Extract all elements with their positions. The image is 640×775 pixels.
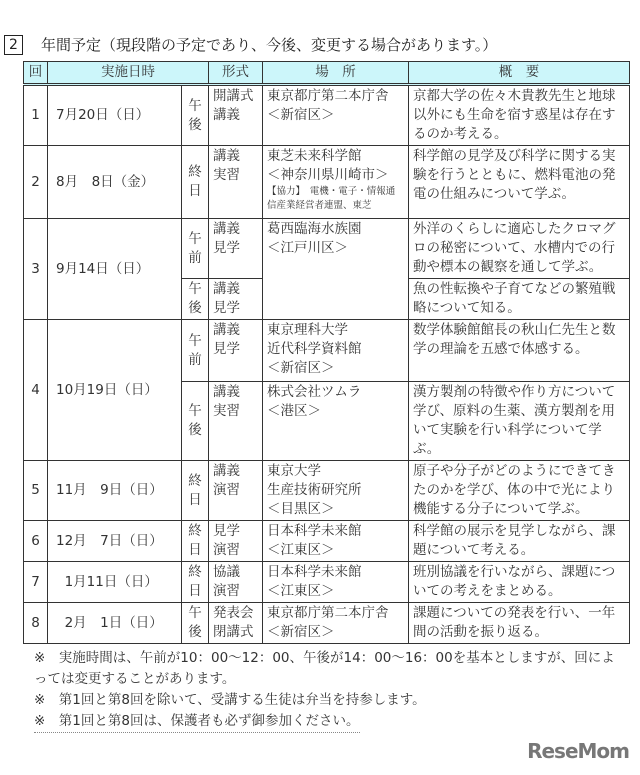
table-row [24, 320, 630, 382]
note-1: ※ 実施時間は、午前が10：00～12：00、午後が14：00～16：00を基本としますが、回によっては変更することがあります。 [34, 650, 615, 687]
row-form: 見学 演習 [209, 521, 263, 562]
header-form: 形式 [209, 62, 263, 85]
notes [34, 648, 624, 733]
section-title-text: 年間予定（現段階の予定であり、今後、変更する場合があります。） [41, 36, 498, 54]
row-form: 発表会 閉講式 [209, 603, 263, 644]
row-summary: 数学体験館館長の秋山仁先生と数学の理論を五感で体感する。 [409, 320, 630, 382]
row-place [263, 146, 409, 219]
section-title [4, 34, 629, 55]
row-time: 午後 [182, 603, 209, 644]
section-number: 2 [4, 35, 23, 55]
header-date: 実施日時 [48, 62, 209, 85]
note-2: ※ 第1回と第8回を除いて、受講する生徒は弁当を持参します。 [34, 692, 426, 708]
row-no: 6 [24, 521, 48, 562]
row-time: 午後 [182, 279, 209, 320]
row-no: 5 [24, 461, 48, 521]
row-place: 日本科学未来館 ＜江東区＞ [263, 562, 409, 603]
row-form: 開講式 講義 [209, 85, 263, 146]
header-summary: 概 要 [409, 62, 630, 85]
row-form: 協議 演習 [209, 562, 263, 603]
row-summary: 課題についての発表を行い、一年間の活動を振り返る。 [409, 603, 630, 644]
table-header [24, 62, 630, 85]
row-form: 講義 見学 [209, 320, 263, 382]
row-place: 東京理科大学 近代科学資料館 ＜新宿区＞ [263, 320, 409, 382]
row-date: 10月19日（日） [48, 320, 182, 461]
row-place: 日本科学未来館 ＜江東区＞ [263, 521, 409, 562]
row-time: 午後 [182, 382, 209, 461]
note-3: ※ 第1回と第8回は、保護者も必ず御参加ください。 [34, 711, 360, 733]
row-form: 講義 見学 [209, 219, 263, 279]
row-summary: 班別協議を行いながら、課題についての考えをまとめる。 [409, 562, 630, 603]
table-row [24, 461, 630, 521]
header-no: 回 [24, 62, 48, 85]
row-place: 東京都庁第二本庁舎 ＜新宿区＞ [263, 85, 409, 146]
row-time: 午前 [182, 219, 209, 279]
row-form: 講義 演習 [209, 461, 263, 521]
row-time: 午前 [182, 320, 209, 382]
row-date: 7月20日（日） [48, 85, 182, 146]
table-row [24, 562, 630, 603]
row-time: 終日 [182, 461, 209, 521]
row-place: 東京都庁第二本庁舎 ＜新宿区＞ [263, 603, 409, 644]
place-name: 東芝未来科学館 ＜神奈川県川崎市＞ [267, 148, 389, 183]
row-summary: 京都大学の佐々木貴教先生と地球以外にも生命を宿す惑星は存在するのか考える。 [409, 85, 630, 146]
row-date: 11月 9日（日） [48, 461, 182, 521]
place-note: 【協力】 電機・電子・情報通信産業経営者連盟、東芝 [267, 186, 396, 211]
row-date: 9月14日（日） [48, 219, 182, 320]
row-summary: 科学館の見学及び科学に関する実験を行うとともに、燃料電池の発電の仕組みについて学ぶ。 [409, 146, 630, 219]
row-date: 12月 7日（日） [48, 521, 182, 562]
row-date: 2月 1日（日） [48, 603, 182, 644]
row-time: 終日 [182, 521, 209, 562]
table-row [24, 146, 630, 219]
header-place: 場 所 [263, 62, 409, 85]
row-no: 7 [24, 562, 48, 603]
row-time: 午後 [182, 85, 209, 146]
row-no: 3 [24, 219, 48, 320]
row-form: 講義 見学 [209, 279, 263, 320]
row-place: 東京大学 生産技術研究所 ＜目黒区＞ [263, 461, 409, 521]
row-no: 8 [24, 603, 48, 644]
row-time: 終日 [182, 562, 209, 603]
schedule-table [23, 61, 630, 644]
row-summary: 科学館の展示を見学しながら、課題について考える。 [409, 521, 630, 562]
table-row [24, 85, 630, 146]
row-date: 1月11日（日） [48, 562, 182, 603]
row-no: 4 [24, 320, 48, 461]
row-time: 終日 [182, 146, 209, 219]
row-place: 葛西臨海水族園 ＜江戸川区＞ [263, 219, 409, 320]
row-summary: 原子や分子がどのようにできてきたのかを学び、体の中で光により機能する分子について学ぶ。 [409, 461, 630, 521]
row-no: 2 [24, 146, 48, 219]
table-row [24, 521, 630, 562]
row-summary: 漢方製剤の特徴や作り方について学び、原料の生薬、漢方製剤を用いて実験を行い科学について学ぶ。 [409, 382, 630, 461]
row-place: 株式会社ツムラ ＜港区＞ [263, 382, 409, 461]
row-summary: 魚の性転換や子育てなどの繁殖戦略について知る。 [409, 279, 630, 320]
table-row [24, 219, 630, 279]
resemom-logo: ReseMom [527, 739, 629, 763]
row-form: 講義 実習 [209, 382, 263, 461]
row-no: 1 [24, 85, 48, 146]
table-row [24, 603, 630, 644]
row-date: 8月 8日（金） [48, 146, 182, 219]
row-form: 講義 実習 [209, 146, 263, 219]
row-summary: 外洋のくらしに適応したクロマグロの秘密について、水槽内での行動や標本の観察を通して学ぶ。 [409, 219, 630, 279]
